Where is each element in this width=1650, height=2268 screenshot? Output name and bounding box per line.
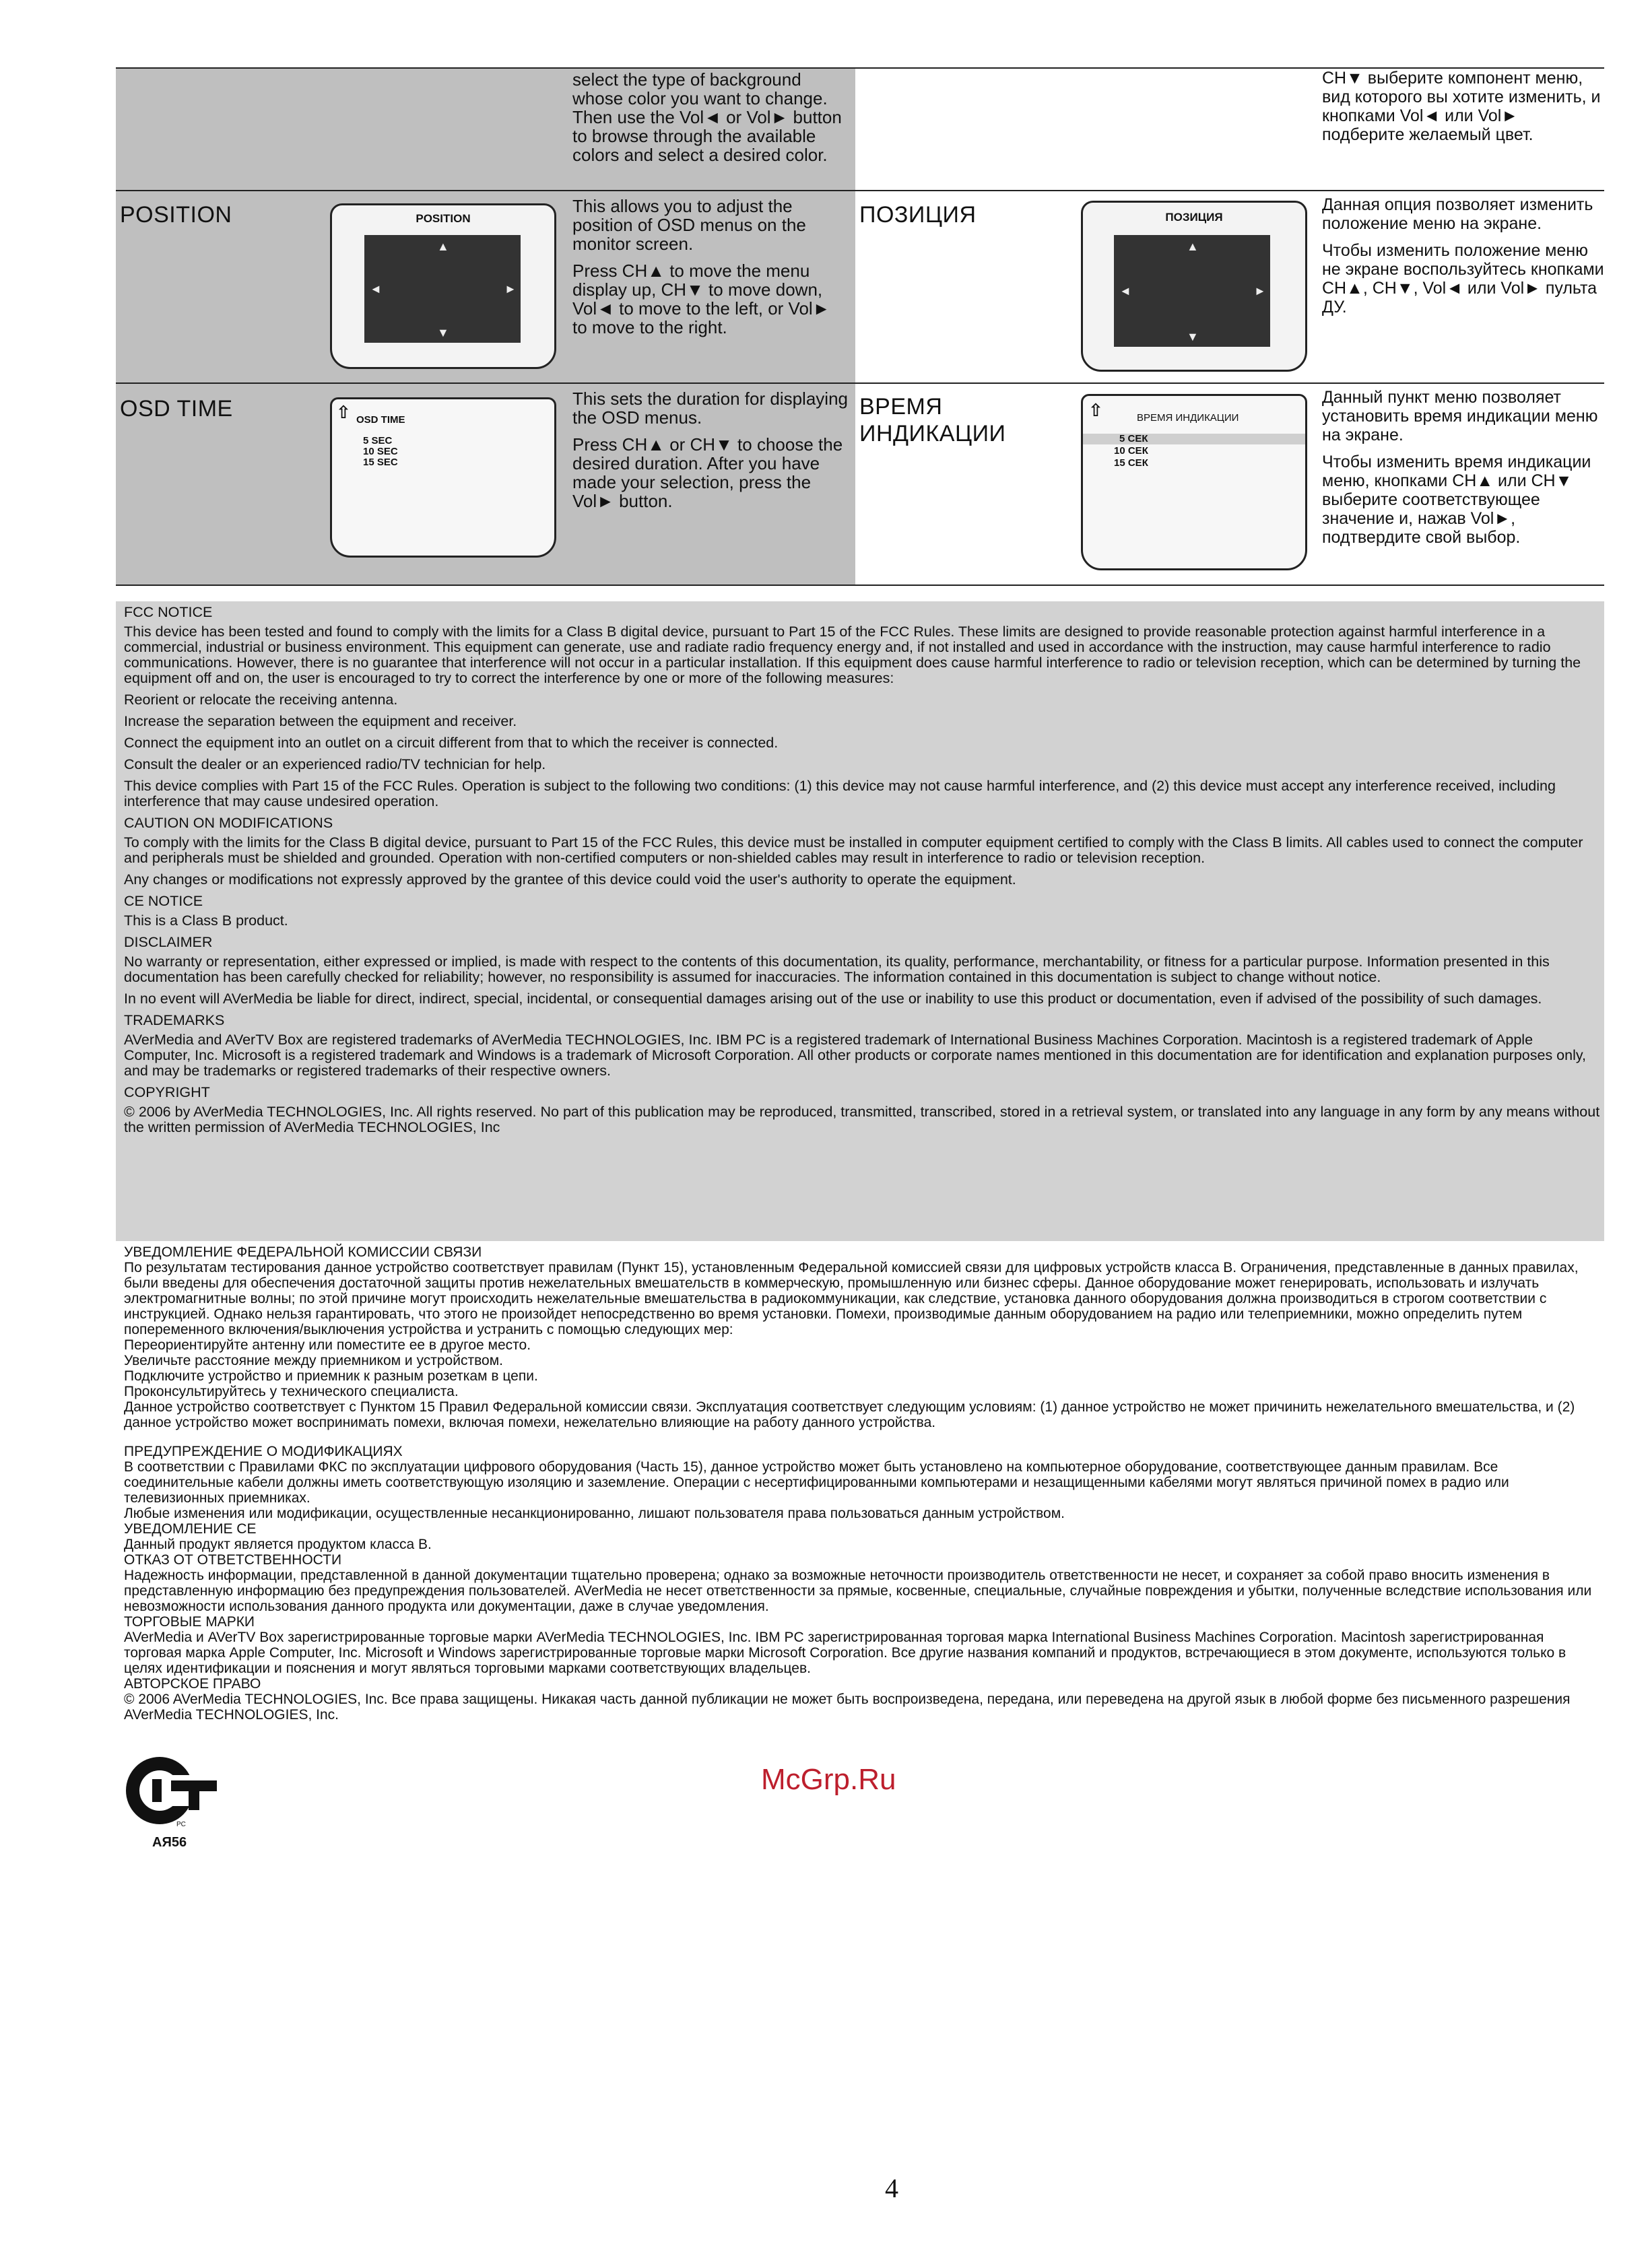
osd-time-desc-ru-1: Данный пункт меню позволяет установить время индикации меню на экране. <box>1322 388 1598 444</box>
ru-measure: Увеличьте расстояние между приемником и устройством. <box>124 1353 503 1368</box>
ru-paragraph: Любые изменения или модификации, осуществленные несанкционированно, лишают пользователя права пользоваться данным устройством. <box>124 1506 1065 1521</box>
fcc-paragraph: This device complies with Part 15 of the FCC Rules. Operation is subject to the following two conditions: (1) this device may not cause harmful interference, and (2) this device must accept any interference received, including interference that may cause undesired operation. <box>124 778 1556 809</box>
position-label-ru: ПОЗИЦИЯ <box>859 202 977 228</box>
position-label-en: POSITION <box>120 202 232 228</box>
osd-time-label-ru <box>859 393 1005 447</box>
position-screen-ru <box>1081 201 1307 372</box>
ru-heading: ОТКАЗ ОТ ОТВЕТСТВЕННОСТИ <box>124 1552 342 1568</box>
osd-option-en: 5 SEC <box>363 435 393 446</box>
osd-time-label-ru-2: ИНДИКАЦИИ <box>859 421 1006 446</box>
top-partial-ru: CH▼ выберите компонент меню, вид которого вы хотите изменить, и кнопками Vol◄ или Vol► подберите желаемый цвет. <box>1322 69 1601 144</box>
osd-time-desc-en-2: Press CH▲ or CH▼ to choose the desired duration. After you have made your selection, press the Vol► button. <box>572 434 843 511</box>
trademarks-heading: TRADEMARKS <box>124 1012 225 1028</box>
table-rule-1 <box>116 190 1604 191</box>
arrow-down-icon: ▼ <box>437 326 449 339</box>
page-number: 4 <box>885 2173 898 2203</box>
osd-option-ru: 15 СЕК <box>1114 457 1148 469</box>
arrow-down-icon: ▼ <box>1187 330 1199 343</box>
ru-paragraph: AVerMedia и AVerTV Box зарегистрированные торговые марки AVerMedia TECHNOLOGIES, Inc. IBM PC зарегистрированная торговая марка International Business Machines Corporation. Macintosh зарегистрированная торговая марка Apple Computer, Inc. Microsoft и Windows зарегистрированные торговые марки Microsoft Corporation. Все другие названия компаний и продуктов, встречающиеся в этом документе, используются только в целях идентификации и пояснения и могут являться торговыми марками соответствующих владельцев. <box>124 1630 1566 1676</box>
disclaimer-paragraph: In no event will AVerMedia be liable for direct, indirect, special, incidental, or consequential damages arising out of the use or inability to use this product or documentation, even if advised of the possibility of such damages. <box>124 991 1542 1007</box>
ru-heading: ПРЕДУПРЕЖДЕНИЕ О МОДИФИКАЦИЯХ <box>124 1444 403 1459</box>
fcc-notice-en <box>124 605 1603 1141</box>
ru-measure: Подключите устройство и приемник к разным розеткам в цепи. <box>124 1368 538 1384</box>
ru-paragraph: Данный продукт является продуктом класса B. <box>124 1537 432 1552</box>
ru-paragraph: Данное устройство соответствует с Пунктом 15 Правил Федеральной комиссии связи. Эксплуатация соответствует следующим условиям: (1) данное устройство не может причинить нежелательного вмешательства, и (2) данное устройство может воспринимать помехи, включая помехи, нежелательно влияющие на работу данного устройства. <box>124 1399 1575 1430</box>
ru-paragraph: © 2006 AVerMedia TECHNOLOGIES, Inc. Все права защищены. Никакая часть данной публикации не может быть воспроизведена, передана, или переведена на другой язык в любой форме без письменного разрешения AVerMedia TECHNOLOGIES, Inc. <box>124 1692 1571 1723</box>
arrow-up-icon: ▲ <box>1187 240 1199 253</box>
caution-heading: CAUTION ON MODIFICATIONS <box>124 815 333 831</box>
disclaimer-paragraph: No warranty or representation, either expressed or implied, is made with respect to the contents of this documentation, its quality, performance, merchantability, or fitness for a particular purpose. Information presented in this documentation has been carefully checked for reliability; however, no responsibility is assumed for inaccuracies. The information contained in this documentation is subject to change without notice. <box>124 954 1550 985</box>
osd-time-desc-ru <box>1322 388 1605 555</box>
ru-spacer <box>124 1430 1603 1444</box>
position-desc-ru-2: Чтобы изменить положение меню не экране воспользуйтесь кнопками CH▲, CH▼, Vol◄ или Vol► пульта ДУ. <box>1322 241 1604 316</box>
osd-time-screen-title-ru: ВРЕМЯ ИНДИКАЦИИ <box>1137 412 1239 424</box>
arrow-left-icon: ◄ <box>370 282 382 296</box>
ru-measure: Проконсультируйтесь у технического специалиста. <box>124 1384 459 1399</box>
fcc-measure: Increase the separation between the equipment and receiver. <box>124 713 517 729</box>
position-screen-en <box>330 203 556 369</box>
arrow-up-icon: ▲ <box>437 240 449 253</box>
osd-time-screen-ru <box>1081 394 1307 570</box>
ru-paragraph: По результатам тестирования данное устройство соответствует правилам (Пункт 15), установленным Федеральной комиссией связи для цифровых устройств класса В. Ограничения, представленные в данных правилах, были введены для обеспечения достаточной защиты против нежелательных вмешательств в коммерческую, промышленную или бизнес сферы. Данное оборудование может генерировать, использовать и излучать электромагнитные волны; по этой причине могут происходить нежелательные вмешательства в радиокоммуникации, как следствие, установка данного оборудования должна производиться в строгом соответствии с инструкцией. Однако нельзя гарантировать, что этого не произойдет непосредственно во время установки. Помехи, производимые данным оборудованием на радио или телеприемники, можно определить путем попеременного включения/выключения устройства и устранить с помощью следующих мер: <box>124 1260 1579 1337</box>
fcc-notice-ru <box>124 1244 1603 1723</box>
caution-paragraph: To comply with the limits for the Class B digital device, pursuant to Part 15 of the FCC Rules, this device must be installed in computer equipment certified to comply with the Class B limits. All cables used to connect the computer and peripherals must be shielded and grounded. Operation with non-certified computers or non-shielded cables may result in interference to radio or television reception. <box>124 834 1583 866</box>
certification-mark-icon <box>123 1754 230 1828</box>
copyright-paragraph: © 2006 by AVerMedia TECHNOLOGIES, Inc. All rights reserved. No part of this publication may be reproduced, transmitted, transcribed, stored in a retrieval system, or translated into any language in any form by any means without the written permission of AVerMedia TECHNOLOGIES, Inc <box>124 1104 1600 1135</box>
ru-heading: АВТОРСКОЕ ПРАВО <box>124 1676 261 1692</box>
cert-logo-text: PC <box>176 1821 186 1828</box>
ru-paragraph: Надежность информации, представленной в данной документации тщательно проверена; однако за возможные неточности производитель ответственности не несет, и сохраняет за собой право вносить изменения в представленную информацию без предупреждения пользователей. AVerMedia не несет ответственности за прямые, косвенные, специальные, случайные повреждения и убытки, полученные вследствие использования или невозможности использования данного продукта или документации, даже в случае уведомления. <box>124 1568 1592 1614</box>
arrow-right-icon: ► <box>504 282 517 296</box>
fcc-paragraph: This device has been tested and found to comply with the limits for a Class B digital device, pursuant to Part 15 of the FCC Rules. These limits are designed to provide reasonable protection against harmful interference in a commercial, industrial or business environment. This equipment can generate, use and radiate radio frequency energy and, if not installed and used in accordance with the instruction, may cause harmful interference to radio communications. However, there is no guarantee that interference will not occur in a particular installation. If this equipment does cause harmful interference to radio or television reception, which can be determined by turning the equipment off and on, the user is encouraged to try to correct the interference by one or more of the following measures: <box>124 624 1581 686</box>
position-desc-en <box>572 197 849 345</box>
osd-time-label-en: OSD TIME <box>120 396 233 422</box>
osd-time-screen-en <box>330 397 556 558</box>
certification-logo <box>123 1754 230 1828</box>
caution-paragraph: Any changes or modifications not expressly approved by the grantee of this device could void the user's authority to operate the equipment. <box>124 871 1016 888</box>
position-screen-display-en <box>364 235 521 343</box>
table-rule-2 <box>116 382 1604 384</box>
osd-time-desc-ru-2: Чтобы изменить время индикации меню, кнопками CH▲ или CH▼ выберите соответствующее значение и, нажав Vol►, подтвердите свой выбор. <box>1322 453 1591 547</box>
table-rule-3 <box>116 585 1604 586</box>
position-screen-display-ru <box>1114 235 1270 347</box>
osd-time-desc-en <box>572 389 855 519</box>
disclaimer-heading: DISCLAIMER <box>124 934 213 950</box>
up-arrow-icon: ⇧ <box>1088 400 1103 420</box>
position-desc-ru-1: Данная опция позволяет изменить положение меню на экране. <box>1322 195 1593 233</box>
position-screen-title-en: POSITION <box>416 212 471 225</box>
arrow-right-icon: ► <box>1254 284 1266 298</box>
ce-paragraph: This is a Class B product. <box>124 912 288 929</box>
ru-heading: УВЕДОМЛЕНИЕ ФЕДЕРАЛЬНОЙ КОМИССИИ СВЯЗИ <box>124 1244 482 1260</box>
ru-paragraph: В соответствии с Правилами ФКС по эксплуатации цифрового оборудования (Часть 15), данное устройство может быть установлено на компьютерное оборудование, соответствующее данным правилам. Все соединительные кабели должны иметь соответствующую изоляцию и заземление. Операции с несертифицированными компьютерами и незащищенными кабелями могут являться причиной помех в радио или телевизионных приемниках. <box>124 1459 1509 1506</box>
osd-time-desc-en-1: This sets the duration for displaying the OSD menus. <box>572 389 848 428</box>
fcc-measure: Connect the equipment into an outlet on a circuit different from that to which the receiver is connected. <box>124 735 779 751</box>
fcc-measure: Reorient or relocate the receiving antenna. <box>124 692 398 708</box>
osd-option-ru: 10 СЕК <box>1114 445 1148 457</box>
ru-heading: ТОРГОВЫЕ МАРКИ <box>124 1614 255 1630</box>
watermark: McGrp.Ru <box>761 1763 896 1796</box>
ru-heading: УВЕДОМЛЕНИЕ CE <box>124 1521 257 1537</box>
osd-time-label-ru-1: ВРЕМЯ <box>859 394 943 420</box>
trademarks-paragraph: AVerMedia and AVerTV Box are registered trademarks of AVerMedia TECHNOLOGIES, Inc. IBM PC is a registered trademark of International Business Machines Corporation. Macintosh is a registered trademark of Apple Computer, Inc. Microsoft is a registered trademark and Windows is a trademark of Microsoft Corporation. All other products or corporate names mentioned in this documentation are for identification and explanation purposes only, and may be trademarks or registered trademarks of their respective owners. <box>124 1032 1586 1079</box>
top-partial-en: select the type of background whose color you want to change. Then use the Vol◄ or Vol► button to browse through the available colors and select a desired color. <box>572 69 842 165</box>
osd-option-en: 10 SEC <box>363 446 398 457</box>
position-desc-en-2: Press CH▲ to move the menu display up, CH▼ to move down, Vol◄ to move to the left, or Vol► to move to the right. <box>572 261 830 337</box>
osd-time-screen-title-en: OSD TIME <box>356 414 405 426</box>
fcc-heading: FCC NOTICE <box>124 604 213 620</box>
position-screen-title-ru: ПОЗИЦИЯ <box>1165 211 1223 224</box>
ce-heading: CE NOTICE <box>124 893 203 909</box>
ru-measure: Переориентируйте антенну или поместите ее в другое место. <box>124 1337 531 1353</box>
fcc-measure: Consult the dealer or an experienced radio/TV technician for help. <box>124 756 546 772</box>
osd-option-ru-selected: 5 СЕК <box>1083 434 1305 444</box>
position-desc-en-1: This allows you to adjust the position of OSD menus on the monitor screen. <box>572 196 806 254</box>
position-desc-ru <box>1322 195 1605 325</box>
arrow-left-icon: ◄ <box>1119 284 1131 298</box>
copyright-heading: COPYRIGHT <box>124 1084 210 1100</box>
up-arrow-icon: ⇧ <box>336 402 351 422</box>
osd-option-en: 15 SEC <box>363 457 398 468</box>
certification-code: АЯ56 <box>152 1835 187 1850</box>
